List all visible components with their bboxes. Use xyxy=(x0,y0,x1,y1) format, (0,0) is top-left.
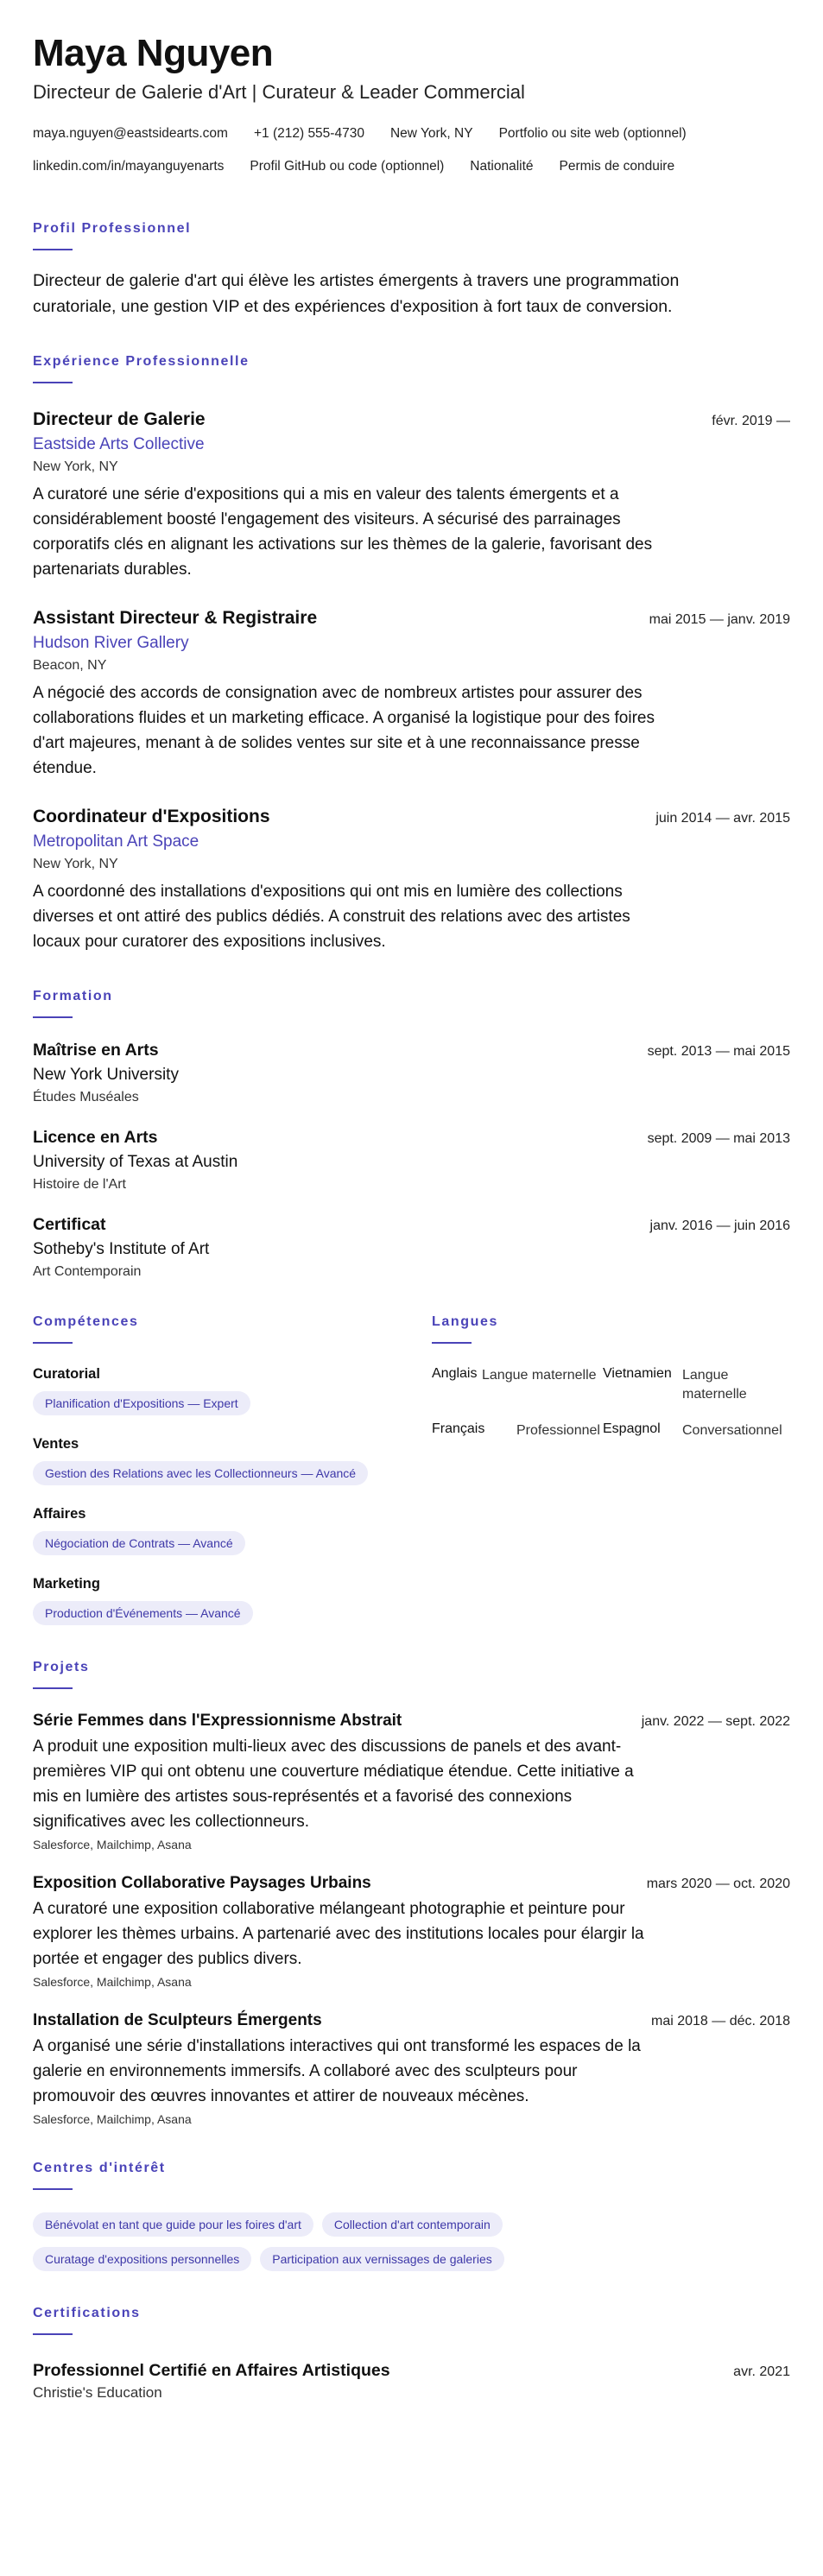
contact-email[interactable]: maya.nguyen@eastsidearts.com xyxy=(33,126,228,141)
field-of-study: Histoire de l'Art xyxy=(33,1177,126,1192)
language-name: Français xyxy=(432,1421,485,1436)
interest-pill: Participation aux vernissages de galeries xyxy=(260,2247,503,2271)
projects-section xyxy=(33,1660,790,2126)
job-location: Beacon, NY xyxy=(33,658,107,673)
skills-section xyxy=(33,1314,394,1625)
project-description: A produit une exposition multi-lieux avec des discussions de panels et des avant-premières VIP qui ont obtenu une couverture médiatique étendue. Cette initiative a mis en lumière des artistes sous-représentés et a favorisé des connexions significatives avec les collectionneurs. xyxy=(33,1737,634,1831)
project-entry xyxy=(33,1874,790,1989)
language-level: Conversationnel xyxy=(682,1423,782,1438)
field-of-study: Art Contemporain xyxy=(33,1264,142,1279)
section-heading: Projets xyxy=(33,1660,90,1674)
language-name: Espagnol xyxy=(603,1421,661,1436)
contact-linkedin[interactable]: linkedin.com/in/mayanguyenarts xyxy=(33,159,225,174)
section-heading: Langues xyxy=(432,1314,498,1329)
contact-github[interactable]: Profil GitHub ou code (optionnel) xyxy=(250,159,445,174)
profile-section xyxy=(33,221,790,320)
contact-nationality: Nationalité xyxy=(470,159,534,174)
job-location: New York, NY xyxy=(33,459,118,474)
employer: Hudson River Gallery xyxy=(33,634,189,652)
contact-license: Permis de conduire xyxy=(559,159,675,174)
contact-portfolio[interactable]: Portfolio ou site web (optionnel) xyxy=(498,126,687,141)
language-name: Vietnamien xyxy=(603,1366,672,1381)
job-description: A curatoré une série d'expositions qui a mis en valeur des talents émergents et a considérablement boosté l'engagement des visiteurs. A sécurisé des parrainages corporatifs clés en alignant les activations sur les thèmes de la galerie, favorisant des partenariats durables. xyxy=(33,485,653,579)
section-divider xyxy=(33,249,73,250)
interest-pill: Bénévolat en tant que guide pour les foires d'art xyxy=(33,2212,313,2237)
project-description: A curatoré une exposition collaborative mélangeant photographie et peinture pour explorer les thèmes urbains. A partenarié avec des institutions locales pour élargir la portée et engager des publics divers. xyxy=(33,1900,644,1968)
skill-category: Ventes xyxy=(33,1436,79,1452)
interest-pill: Collection d'art contemporain xyxy=(322,2212,503,2237)
profile-text: Directeur de galerie d'art qui élève les artistes émergents à travers une programmation curatoriale, une gestion VIP et des expériences d'exposition à fort taux de conversion. xyxy=(33,271,680,316)
job-description: A négocié des accords de consignation avec de nombreux artistes pour assurer des collaborations fluides et un marketing efficace. A organisé la logistique pour des foires d'art majeures, menant à de solides ventes sur site et à une reconnaissance presse étendue. xyxy=(33,684,655,777)
education-entry xyxy=(33,1215,790,1280)
interests-section xyxy=(33,2161,790,2271)
job-date: juin 2014 — avr. 2015 xyxy=(655,811,790,826)
education-entry xyxy=(33,1128,790,1193)
section-divider xyxy=(432,1342,472,1344)
experience-entry xyxy=(33,608,790,781)
language-name: Anglais xyxy=(432,1366,478,1381)
experience-section xyxy=(33,354,790,954)
section-heading: Profil Professionnel xyxy=(33,221,192,236)
job-title: Coordinateur d'Expositions xyxy=(33,807,270,826)
certification-entry xyxy=(33,2361,790,2402)
language-level: Professionnel xyxy=(516,1423,600,1438)
section-divider xyxy=(33,1016,73,1018)
language-level: Langue maternelle xyxy=(682,1368,747,1402)
skill-category: Affaires xyxy=(33,1506,86,1522)
skill-category: Curatorial xyxy=(33,1366,100,1382)
school: Sotheby's Institute of Art xyxy=(33,1240,210,1258)
section-heading: Compétences xyxy=(33,1314,139,1329)
degree: Licence en Arts xyxy=(33,1128,158,1147)
candidate-title: Directeur de Galerie d'Art | Curateur & Leader Commercial xyxy=(33,81,525,103)
certification-title: Professionnel Certifié en Affaires Artistiques xyxy=(33,2361,390,2380)
project-date: mai 2018 — déc. 2018 xyxy=(651,2014,790,2029)
contact-phone[interactable]: +1 (212) 555-4730 xyxy=(253,126,364,141)
project-entry xyxy=(33,2011,790,2126)
job-location: New York, NY xyxy=(33,857,118,871)
school: New York University xyxy=(33,1066,179,1084)
skill-pill: Gestion des Relations avec les Collectionneurs — Avancé xyxy=(33,1461,368,1485)
contact-info xyxy=(33,117,790,183)
skill-pill: Négociation de Contrats — Avancé xyxy=(33,1531,245,1555)
section-divider xyxy=(33,2188,73,2190)
job-description: A coordonné des installations d'expositions qui ont mis en lumière des collections diverses et ont attiré des publics dédiés. A construit des relations avec des artistes locaux pour curatorer des expositions inclusives. xyxy=(33,883,630,951)
project-tools: Salesforce, Mailchimp, Asana xyxy=(33,2112,192,2126)
project-date: mars 2020 — oct. 2020 xyxy=(646,1877,790,1891)
header xyxy=(33,31,790,183)
languages-section xyxy=(432,1314,790,1625)
interests-list xyxy=(33,2202,790,2271)
language-level: Langue maternelle xyxy=(482,1368,597,1383)
job-title: Directeur de Galerie xyxy=(33,409,206,429)
interest-pill: Curatage d'expositions personnelles xyxy=(33,2247,251,2271)
degree: Maîtrise en Arts xyxy=(33,1041,159,1060)
skill-category: Marketing xyxy=(33,1576,100,1592)
project-entry xyxy=(33,1712,790,1851)
section-divider xyxy=(33,1342,73,1344)
skills-languages-row xyxy=(33,1314,790,1625)
project-date: janv. 2022 — sept. 2022 xyxy=(641,1714,790,1729)
field-of-study: Études Muséales xyxy=(33,1090,139,1104)
project-description: A organisé une série d'installations interactives qui ont transformé les espaces de la galerie en environnements immersifs. A collaboré avec des sculpteurs pour promouvoir des œuvres innovantes et attirer de nouveaux mécènes. xyxy=(33,2037,641,2105)
section-divider xyxy=(33,2333,73,2335)
contact-location: New York, NY xyxy=(389,126,473,141)
project-title: Série Femmes dans l'Expressionnisme Abstrait xyxy=(33,1712,402,1730)
skill-pill: Planification d'Expositions — Expert xyxy=(33,1391,250,1415)
education-date: janv. 2016 — juin 2016 xyxy=(649,1218,790,1233)
education-date: sept. 2009 — mai 2013 xyxy=(647,1131,790,1146)
languages-list xyxy=(432,1366,790,1440)
education-entry xyxy=(33,1041,790,1105)
project-title: Installation de Sculpteurs Émergents xyxy=(33,2011,322,2029)
section-heading: Certifications xyxy=(33,2306,141,2320)
degree: Certificat xyxy=(33,1215,106,1234)
project-title: Exposition Collaborative Paysages Urbains xyxy=(33,1874,371,1892)
experience-entry xyxy=(33,409,790,582)
certification-issuer: Christie's Education xyxy=(33,2384,162,2401)
education-section xyxy=(33,989,790,1280)
skill-pill: Production d'Événements — Avancé xyxy=(33,1601,253,1625)
education-date: sept. 2013 — mai 2015 xyxy=(647,1044,790,1059)
job-title: Assistant Directeur & Registraire xyxy=(33,608,318,628)
certification-date: avr. 2021 xyxy=(733,2364,790,2379)
job-date: févr. 2019 — xyxy=(712,414,790,428)
school: University of Texas at Austin xyxy=(33,1153,238,1171)
section-divider xyxy=(33,1687,73,1689)
project-tools: Salesforce, Mailchimp, Asana xyxy=(33,1975,192,1989)
employer: Eastside Arts Collective xyxy=(33,435,205,453)
experience-entry xyxy=(33,807,790,954)
employer: Metropolitan Art Space xyxy=(33,832,199,851)
section-heading: Centres d'intérêt xyxy=(33,2161,166,2175)
job-date: mai 2015 — janv. 2019 xyxy=(649,612,790,627)
section-divider xyxy=(33,382,73,383)
section-heading: Formation xyxy=(33,989,113,1003)
candidate-name: Maya Nguyen xyxy=(33,32,274,74)
project-tools: Salesforce, Mailchimp, Asana xyxy=(33,1838,192,1851)
certifications-section xyxy=(33,2306,790,2402)
section-heading: Expérience Professionnelle xyxy=(33,354,250,369)
